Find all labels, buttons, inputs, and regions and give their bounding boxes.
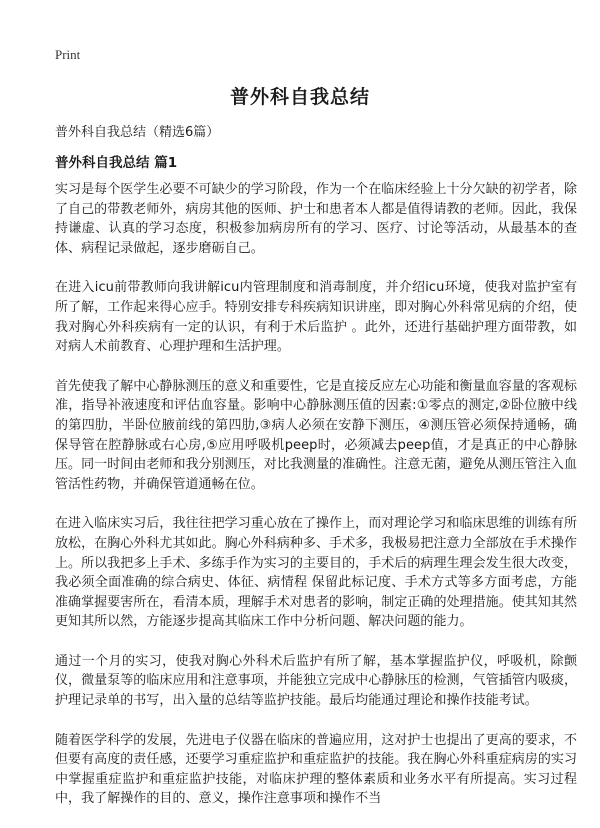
print-link[interactable]: Print	[55, 47, 81, 62]
section-heading: 普外科自我总结 篇1	[55, 155, 178, 171]
document-subtitle: 普外科自我总结（精选6篇）	[55, 125, 220, 140]
paragraph: 随着医学科学的发展，先进电子仪器在临床的普遍应用，这对护士也提出了更高的要求，不但要有高度的责任感，还要学习重症监护和重症监护的技能。我在胸心外科重症病房的实习中掌握重症监护和重症监护技能，对临床护理的整体素质和业务水平有所提高。实习过程中，我了解操作的目的、意义，操作注意事项和操作不当	[55, 732, 578, 807]
paragraph: 在进入临床实习后，我往往把学习重心放在了操作上，而对理论学习和临床思维的训练有所放松，在胸心外科尤其如此。胸心外科病种多、手术多，我极易把注意力全部放在手术操作上。所以我把多上手术、多练手作为实习的主要目的，手术后的病理生理会发生很大改变，我必须全面准确的综合病史、体征、病情程 保留此标记度、手术方式等多方面考虑，方能准确掌握要害所在，看清本质，理解手术对患者的影响，制定正确的处理措施。使其知其然更知其所以然，方能逐步提高其临床工作中分析问题、解决问题的能力。	[55, 516, 578, 630]
paragraph: 首先使我了解中心静脉测压的意义和重要性，它是直接反应左心功能和衡量血容量的客观标准，指导补液速度和评估血容量。影响中心静脉测压值的因素:①零点的测定,②卧位腋中线的第四肋，半卧位腋前线的第四肋,③病人必须在安静下测压，④测压管必须保持通畅，确保导管在腔静脉或右心房,⑤应用呼吸机peep时，必须减去peep值，才是真正的中心静脉压。同一时间由老师和我分别测压，对比我测量的准确性。注意无菌，避免从测压管注入血管活性药物，并确保管道通畅在位。	[55, 378, 578, 492]
document-title: 普外科自我总结	[229, 86, 370, 108]
paragraph: 实习是每个医学生必要不可缺少的学习阶段，作为一个在临床经验上十分欠缺的初学者，除了自己的带教老师外，病房其他的医师、护士和患者本人都是值得请教的老师。因此，我保持谦虚、认真的学习态度，积极参加病房所有的学习、医疗、讨论等活动，从最基本的查体、病程记录做起，逐步磨砺自己。	[55, 182, 578, 256]
document-body	[55, 180, 577, 809]
paragraph: 在进入icu前带教师向我讲解icu内管理制度和消毒制度，并介绍icu环境，使我对监护室有所了解，工作起来得心应手。特别安排专科疾病知识讲座，即对胸心外科常见病的介绍，使我对胸心外科疾病有一定的认识，有利于术后监护 。此外，还进行基础护理方面带教，如对病人术前教育、心理护理和生活护理。	[55, 280, 578, 355]
paragraph: 通过一个月的实习，使我对胸心外科术后监护有所了解，基本掌握监护仪，呼吸机，除颤仪，微量泵等的临床应用和注意事项，并能独立完成中心静脉压的检测，气管插管内吸痰，护理记录单的书写，出入量的总结等监护技能。最后均能通过理论和操作技能考试。	[55, 653, 578, 709]
